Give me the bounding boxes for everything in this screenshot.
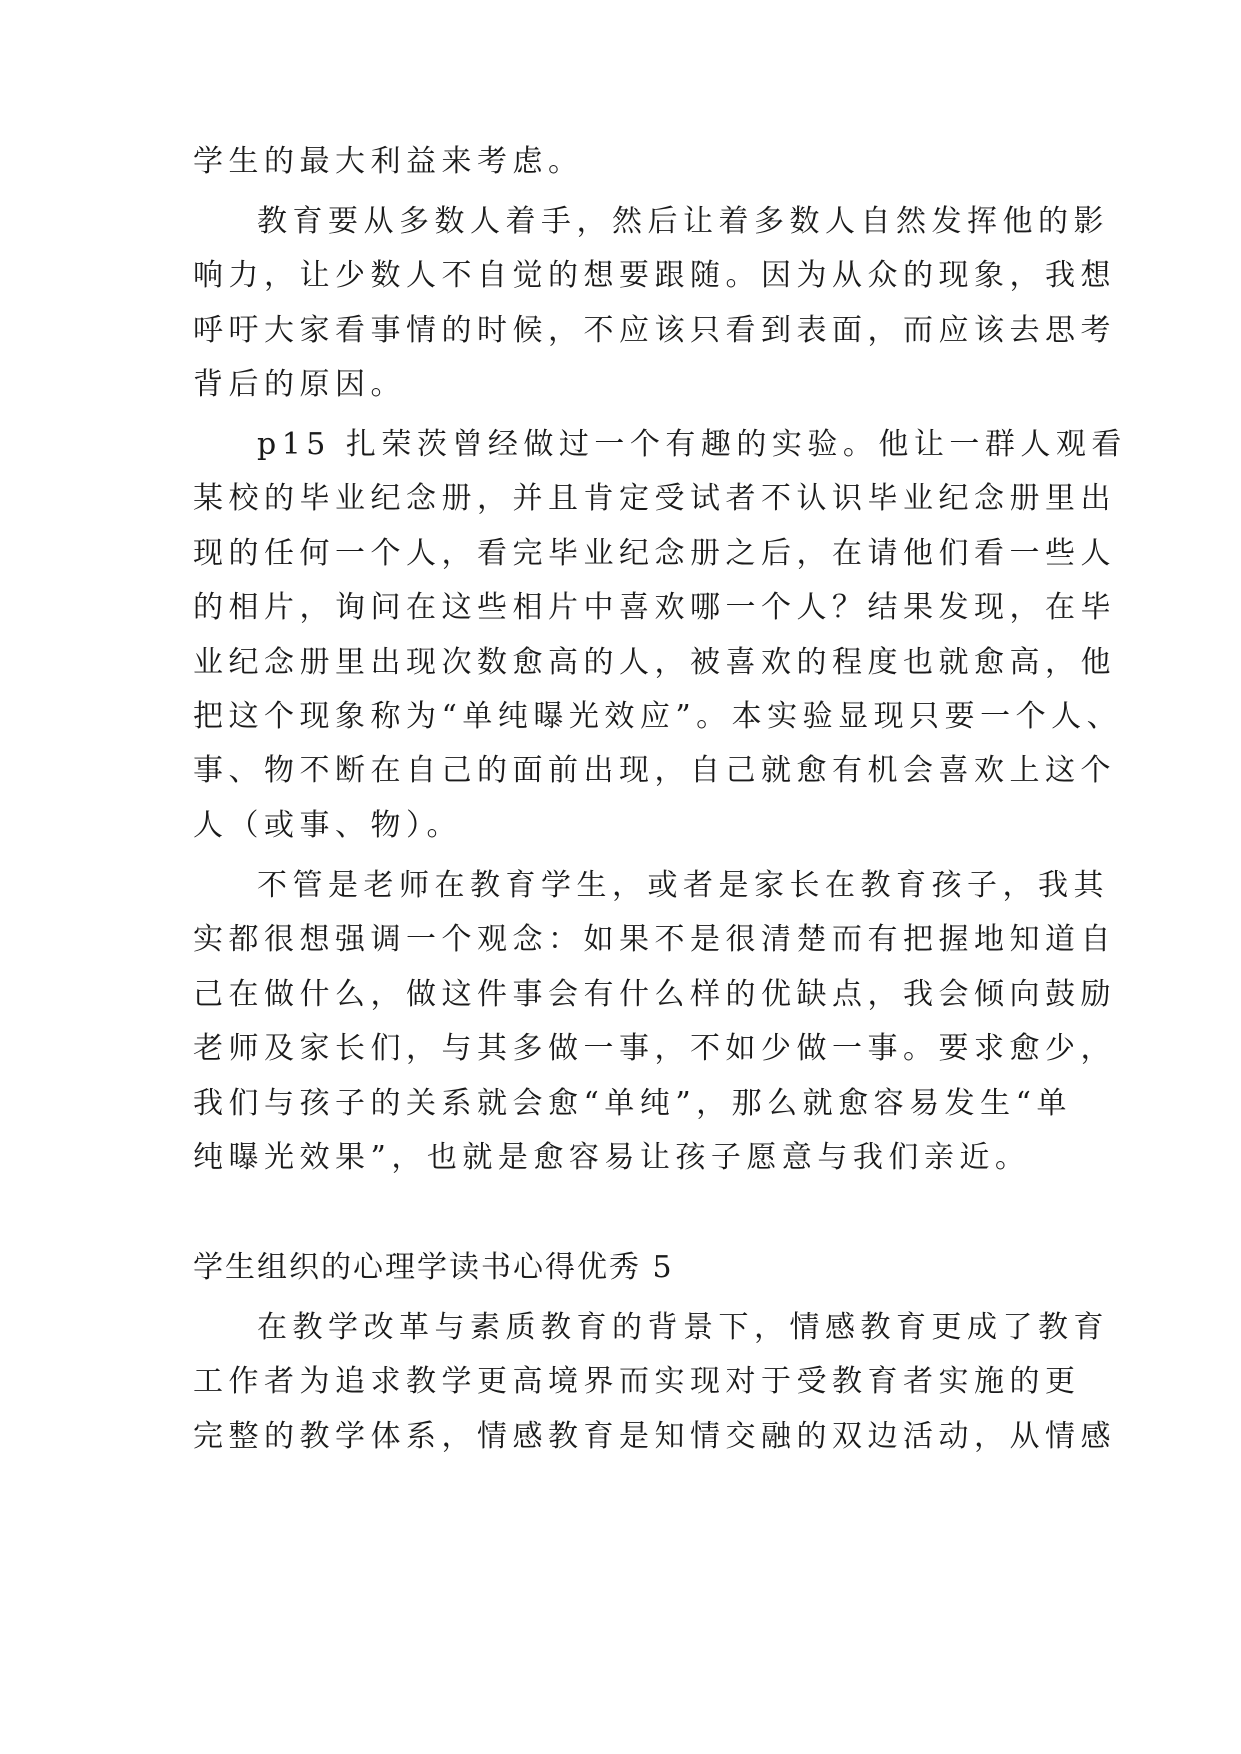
text-line: 事、物不断在自己的面前出现，自己就愈有机会喜欢上这个 xyxy=(193,753,1116,788)
text-line: 业纪念册里出现次数愈高的人，被喜欢的程度也就愈高，他 xyxy=(193,645,1116,680)
paragraph-first-line: 不管是老师在教育学生，或者是家长在教育孩子，我其 xyxy=(257,868,1109,903)
paragraph-first-line: p15 扎荣茨曾经做过一个有趣的实验。他让一群人观看 xyxy=(257,427,1127,462)
paragraph-first-line: 教育要从多数人着手，然后让着多数人自然发挥他的影 xyxy=(257,204,1109,239)
text-line: 把这个现象称为“单纯曝光效应”。本实验显现只要一个人、 xyxy=(193,699,1123,734)
text-line: 响力，让少数人不自觉的想要跟随。因为从众的现象，我想 xyxy=(193,258,1116,293)
text-line: 工作者为追求教学更高境界而实现对于受教育者实施的更 xyxy=(193,1364,1081,1399)
paragraph-first-line: 在教学改革与素质教育的背景下，情感教育更成了教育 xyxy=(257,1310,1109,1345)
text-line: 某校的毕业纪念册，并且肯定受试者不认识毕业纪念册里出 xyxy=(193,481,1116,516)
text-line: 完整的教学体系，情感教育是知情交融的双边活动，从情感 xyxy=(193,1419,1116,1454)
text-line: 呼吁大家看事情的时候，不应该只看到表面，而应该去思考 xyxy=(193,313,1116,348)
text-line: 己在做什么，做这件事会有什么样的优缺点，我会倾向鼓励 xyxy=(193,977,1116,1012)
text-line: 现的任何一个人，看完毕业纪念册之后，在请他们看一些人 xyxy=(193,536,1116,571)
text-line: 背后的原因。 xyxy=(193,367,406,402)
text-line: 人（或事、物）。 xyxy=(193,808,462,843)
section-heading: 学生组织的心理学读书心得优秀 5 xyxy=(193,1250,674,1285)
text-line: 我们与孩子的关系就会愈“单纯”，那么就愈容易发生“单 xyxy=(193,1086,1073,1121)
text-line: 实都很想强调一个观念：如果不是很清楚而有把握地知道自 xyxy=(193,922,1116,957)
text-line: 的相片，询问在这些相片中喜欢哪一个人？结果发现，在毕 xyxy=(193,590,1116,625)
text-line: 纯曝光效果”，也就是愈容易让孩子愿意与我们亲近。 xyxy=(193,1140,1031,1175)
text-line: 学生的最大利益来考虑。 xyxy=(193,144,584,179)
text-line: 老师及家长们，与其多做一事，不如少做一事。要求愈少， xyxy=(193,1031,1116,1066)
